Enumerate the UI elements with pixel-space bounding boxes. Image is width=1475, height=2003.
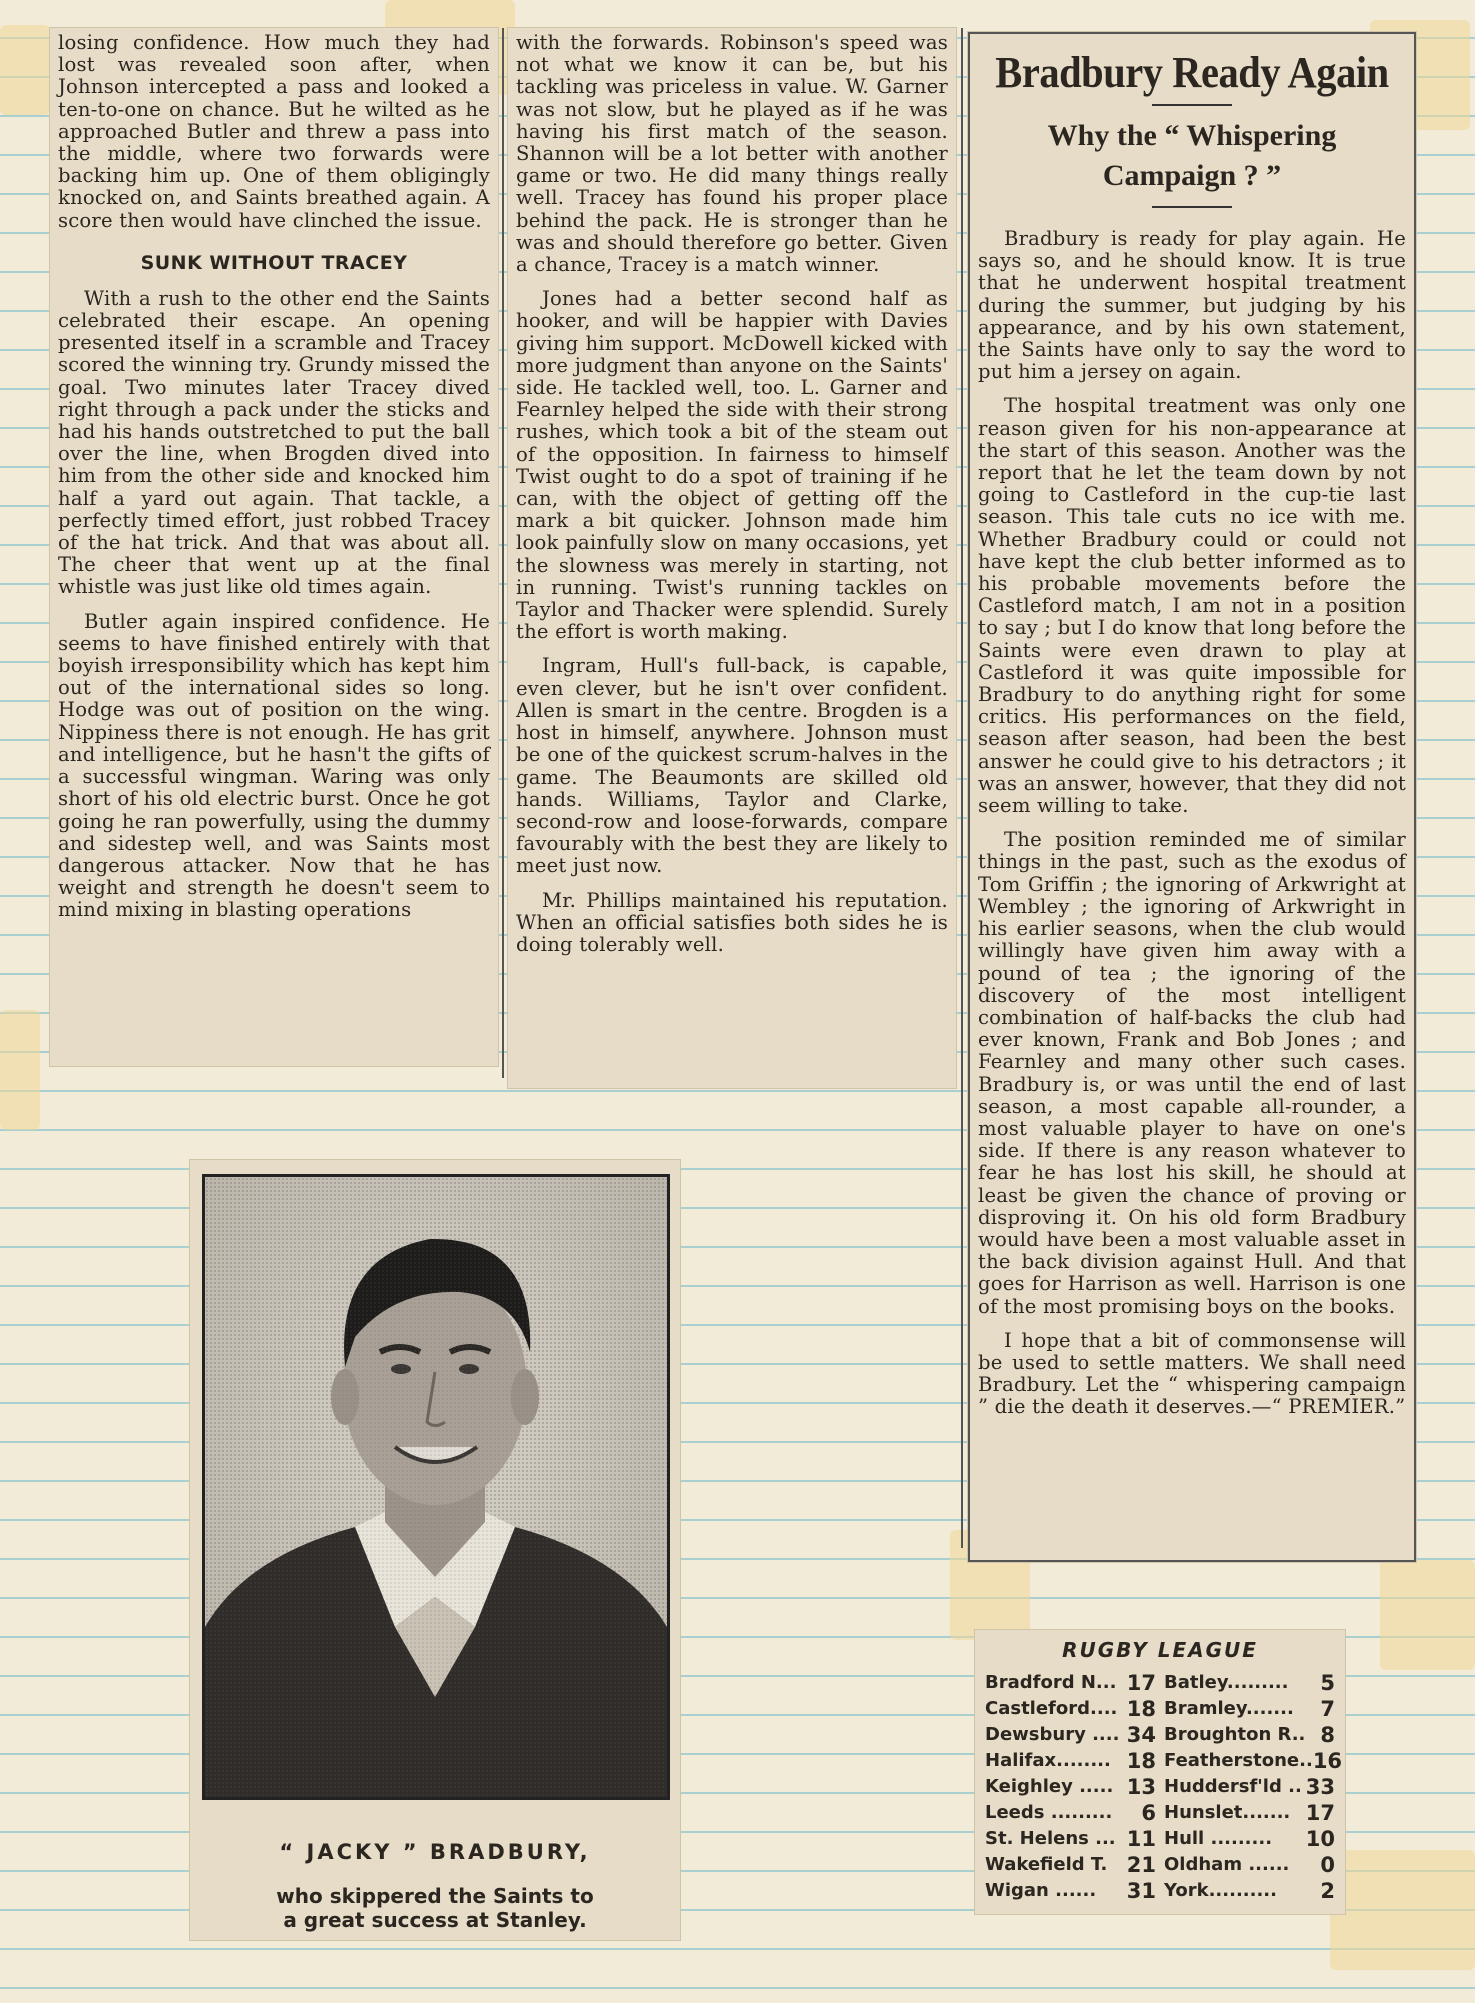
home-team-name: Dewsbury .... [985,1724,1120,1745]
home-team-cell [981,1774,1160,1800]
results-row [981,1774,1339,1800]
home-team-cell [981,1748,1160,1774]
away-team-name: York.......... [1164,1880,1277,1901]
away-team-score: 7 [1320,1697,1335,1721]
column1-para3: Butler again inspired confidence. He seems to have finished entirely with that boyish irresponsibility which has kept him out of the international sides so long. Hodge was out of position on the wing. Nippiness there is not enough. He has grit and intelligence, but he hasn't the gifts of a successful wingman. Waring was only short of his old electric burst. Once he got going he ran powerfully, using the dummy and sidestep well, and was Saints most dangerous attacker. Now that he has weight and strength he doesn't seem to mind mixing in blasting operations [58,609,490,922]
results-row [981,1696,1339,1722]
column2-para1: with the forwards. Robinson's speed was not what we know it can be, but his tackling was priceless in value. W. Garner was not slow, but he played as if he was having his first match of the season. Shannon will be a lot better with another game or two. He did many things really well. Tracey has found his proper place behind the pack. He is stronger than he was and should therefore go better. Given a chance, Tracey is a match winner. [516,31,948,277]
away-team-name: Hull ......... [1164,1828,1273,1849]
away-team-name: Oldham ...... [1164,1854,1290,1875]
article-para3: The position reminded me of similar things in the past, such as the exodus of Tom Griffin ; the ignoring of Arkwright at Wembley ; the ignoring of Arkwright in his earlier seasons, when the club would willingly have given him away with a pound of tea ; the ignoring of the discovery of the most intelligent combination of half-backs the club had ever known, Frank and Bob Jones ; and Fearnley and many other such cases. Bradbury is, or was until the end of last season, a most capable all-rounder, a most valuable player to have on one's side. If there is any reason whatever to fear he has lost his skill, he should at least be given the chance of proving or disproving it. On his old form Bradbury would have been a most valuable asset in the back division against Hull. And that goes for Harrison as well. Harrison is one of the most promising boys on the books. [978,828,1406,1318]
headline-rule [1152,104,1232,106]
home-team-score: 11 [1126,1827,1156,1851]
away-team-cell [1160,1670,1339,1696]
away-team-name: Huddersf'ld .. [1164,1776,1302,1797]
home-team-name: Halifax........ [985,1750,1111,1771]
away-team-cell [1160,1878,1339,1904]
home-team-cell [981,1800,1160,1826]
away-team-score: 16 [1312,1749,1343,1773]
away-team-score: 8 [1320,1723,1335,1747]
article-deck: Why the “ Whispering Campaign ? ” [1047,119,1337,192]
photo-frame [202,1174,670,1800]
column-rule [502,28,504,1078]
home-team-cell [981,1722,1160,1748]
home-team-name: Wakefield T. [985,1854,1108,1875]
home-team-name: Keighley ..... [985,1776,1114,1797]
column2-para4: Mr. Phillips maintained his reputation. When an official satisfies both sides he is doing tolerably well. [516,888,948,956]
column2-para2: Jones had a better second half as hooker, and will be happier with Davies giving him support. McDowell kicked with more judgment than anyone on the Saints' side. He tackled well, too. L. Garner and Fearnley helped the side with their strong rushes, which took a bit of the steam out of the opposition. In fairness to himself Twist ought to do a spot of training if he can, with the object of getting off the mark a bit quicker. Johnson made him look painfully slow on many occasions, yet the slowness was merely in starting, not in running. Twist's running tackles on Taylor and Thacker were splendid. Surely the effort is worth making. [516,287,948,644]
article-para4: I hope that a bit of commonsense will be used to settle matters. We shall need Bradbury. Let the “ whispering campaign ” die the death it deserves.—“ PREMIER.” [978,1328,1406,1419]
column1-para1: losing confidence. How much they had lost was revealed soon after, when Johnson intercepted a pass and looked a ten-to-one on chance. But he wilted as he approached Butler and threw a pass into the middle, where two forwards were backing him up. One of them obligingly knocked on, and Saints breathed again. A score then would have clinched the issue. [58,31,490,232]
subheading: SUNK WITHOUT TRACEY [140,251,408,274]
home-team-score: 18 [1126,1697,1156,1721]
home-team-score: 34 [1126,1723,1156,1747]
results-table [981,1670,1343,1904]
article-headline: Bradbury Ready Again [995,48,1389,97]
away-team-cell [1160,1722,1339,1748]
home-team-score: 6 [1141,1801,1156,1825]
home-team-cell [981,1696,1160,1722]
clipping-column-1 [50,28,498,1066]
away-team-cell [1160,1852,1339,1878]
column-rule [961,28,963,1548]
results-row [981,1852,1339,1878]
away-team-cell [1160,1800,1339,1826]
home-team-score: 18 [1126,1749,1156,1773]
results-row [981,1800,1339,1826]
away-team-name: Hunslet....... [1164,1802,1291,1823]
tape-piece [1330,1850,1475,1970]
clipping-column-2 [508,28,956,1088]
results-row [981,1722,1339,1748]
deck-rule [1152,206,1232,208]
photo-clipping [190,1160,680,1940]
away-team-name: Featherstone.. [1164,1750,1313,1771]
home-team-cell [981,1826,1160,1852]
away-team-score: 5 [1320,1671,1335,1695]
photo-caption-name: “ JACKY ” BRADBURY, [279,1840,591,1864]
results-title: RUGBY LEAGUE [1062,1638,1258,1662]
column1-para2: With a rush to the other end the Saints celebrated their escape. An opening presented itself in a scramble and Tracey scored the winning try. Grundy missed the goal. Two minutes later Tracey dived right through a pack under the sticks and had his hands outstretched to put the ball over the line, when Brogden dived into him from the other side and knocked him half a yard out again. That tackle, a perfectly timed effort, just robbed Tracey of the hat trick. And that was about all. The cheer that went up at the final whistle was just like old times again. [58,286,490,599]
away-team-score: 17 [1305,1801,1335,1825]
photo-caption-text: who skippered the Saints to a great success at Stanley. [276,1884,594,1932]
away-team-cell [1160,1696,1339,1722]
portrait-photo [205,1177,667,1797]
tape-piece [0,1010,40,1130]
home-team-cell [981,1852,1160,1878]
away-team-name: Broughton R.. [1164,1724,1306,1745]
results-row [981,1878,1339,1904]
away-team-cell [1160,1748,1343,1774]
article-clipping [968,32,1416,1562]
away-team-score: 2 [1320,1879,1335,1903]
away-team-score: 10 [1305,1827,1335,1851]
home-team-score: 21 [1126,1853,1156,1877]
home-team-name: Leeds ......... [985,1802,1113,1823]
away-team-name: Batley......... [1164,1672,1289,1693]
home-team-cell [981,1878,1160,1904]
article-para1: Bradbury is ready for play again. He says so, and he should know. It is true that he underwent hospital treatment during the summer, but judging by his appearance, and by his own statement, the Saints have only to say the word to put him a jersey on again. [978,227,1406,384]
column2-para3: Ingram, Hull's full-back, is capable, even clever, but he isn't over confident. Allen is smart in the centre. Brogden is a host in himself, anywhere. Johnson must be one of the quickest scrum-halves in the game. The Beaumonts are skilled old hands. Williams, Taylor and Clarke, second-row and loose-forwards, compare favourably with the best they are likely to meet just now. [516,654,948,878]
away-team-score: 33 [1305,1775,1335,1799]
away-team-cell [1160,1774,1339,1800]
article-para2: The hospital treatment was only one reason given for his non-appearance at the start of this season. Another was the report that he let the team down by not going to Castleford in the cup-tie last season. This tale cuts no ice with me. Whether Bradbury could or could not have kept the club better informed as to his probable movements before the Castleford match, I am not in a position to say ; but I do know that long before the Saints were even drawn to play at Castleford it was quite impossible for Bradbury to do anything right for some critics. His performances on the field, season after season, had been the best answer he could give to his detractors ; it was an answer, however, that they did not seem willing to take. [978,394,1406,818]
results-row [981,1748,1343,1774]
home-team-score: 13 [1126,1775,1156,1799]
home-team-score: 31 [1126,1879,1156,1903]
away-team-cell [1160,1826,1339,1852]
results-row [981,1826,1339,1852]
results-clipping [975,1630,1345,1914]
home-team-name: Bradford N... [985,1672,1117,1693]
results-row [981,1670,1339,1696]
home-team-name: Wigan ...... [985,1880,1097,1901]
tape-piece [0,25,50,115]
tape-piece [1380,1560,1475,1670]
away-team-score: 0 [1320,1853,1335,1877]
home-team-name: Castleford.... [985,1698,1118,1719]
home-team-name: St. Helens ... [985,1828,1116,1849]
home-team-cell [981,1670,1160,1696]
home-team-score: 17 [1126,1671,1156,1695]
away-team-name: Bramley....... [1164,1698,1294,1719]
